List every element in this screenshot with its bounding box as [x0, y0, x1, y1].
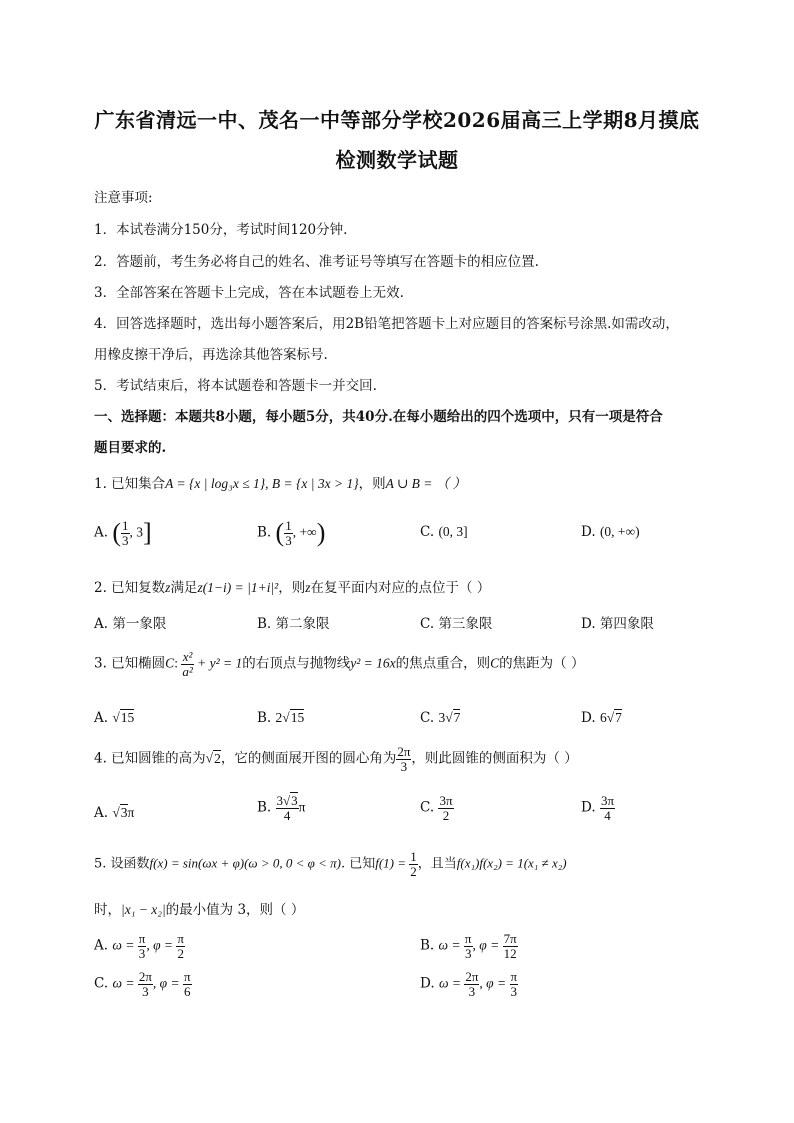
q3-option-a: A. √15 [94, 710, 135, 726]
section1-heading: 一、选择题：本题共8小题，每小题5分，共40分.在每小题给出的四个选项中，只有一项是符合 [94, 409, 663, 425]
question-5-cont: 时，|x₁ − x₂|的最小值为 3，则（ ） [94, 902, 305, 918]
notice-item-5: 5．考试结束后，将本试题卷和答题卡一并交回. [94, 378, 377, 394]
q2-option-a: A. 第一象限 [94, 616, 167, 632]
notice-item-4: 4．回答选择题时，选出每小题答案后，用2B铅笔把答题卡上对应题目的答案标号涂黑.如需改动， [94, 316, 679, 332]
q5-option-a: A. ω = $\frac{\pi}{3}$ , φ = $\frac{\pi}{2}$ [94, 931, 184, 961]
question-4: 4. 已知圆锥的高为√2，它的侧面展开图的圆心角为 $\frac{2\pi}{3}$ ，则此圆锥的侧面积为（ ） [94, 744, 578, 774]
q5-option-d: D. ω = $\frac{2\pi}{3}$ , φ = $\frac{\pi}{3}$ [420, 969, 518, 999]
q1-option-b: B. ( $\frac{1}{3}$ , +∞) [257, 517, 326, 548]
q1-tail: A ∪ B = （ ） [385, 476, 467, 491]
exam-title-line1: 广东省清远一中、茂名一中等部分学校2026届高三上学期8月摸底 [94, 108, 700, 132]
q5-option-c: C. ω = $\frac{2\pi}{3}$ , φ = $\frac{\pi}{6}$ [94, 969, 191, 999]
q3-option-b: B. 2√15 [257, 710, 305, 726]
q1-option-a: A. ( $\frac{1}{3}$ , 3] [94, 517, 152, 548]
question-5: 5. 设函数f(x) = sin(ωx + φ)(ω > 0, 0 < φ < π). 已知f(1) = $\frac{1}{2}$ ，且当f(x₁)f(x₂) = 1(x₁ ≠ x₂) [94, 849, 567, 879]
q3-option-d: D. 6√7 [581, 710, 622, 726]
notice-heading: 注意事项: [94, 190, 153, 206]
q4-option-a: A. √3π [94, 805, 135, 821]
q1-suffix: ，则 [358, 476, 386, 492]
q2-option-b: B. 第二象限 [257, 616, 330, 632]
exam-title-line2: 检测数学试题 [335, 148, 459, 172]
question-2: 2. 已知复数z满足z(1−i) = |1+i|²，则z在复平面内对应的点位于（ ） [94, 580, 491, 596]
q2-option-c: C. 第三象限 [420, 616, 493, 632]
notice-item-3: 3．全部答案在答题卡上完成，答在本试题卷上无效. [94, 285, 404, 301]
question-3: 3. 已知椭圆C: $\frac{\text{x²}}{\text{a²}}$ + y² = 1的右顶点与抛物线y² = 16x的焦点重合，则C的焦距为（ ） [94, 649, 585, 679]
notice-item-2: 2．答题前，考生务必将自己的姓名、准考证号等填写在答题卡的相应位置. [94, 254, 539, 270]
q4-option-b: B. $\frac{3√3}{4}$ π [257, 793, 306, 823]
q5-option-b: B. ω = $\frac{\pi}{3}$ , φ = $\frac{7\pi}{12}$ [420, 931, 517, 961]
notice-item-4-cont: 用橡皮擦干净后，再选涂其他答案标号. [94, 347, 328, 363]
notice-item-1: 1．本试卷满分150分，考试时间120分钟. [94, 222, 348, 238]
q2-option-d: D. 第四象限 [581, 616, 654, 632]
q1-sets: A = {x | log₃x ≤ 1}, B = {x | 3x > 1} [165, 476, 359, 491]
q1-option-c: C. (0, 3] [420, 524, 468, 540]
q1-option-d: D. (0, +∞) [581, 524, 640, 540]
q4-option-c: C. $\frac{3\pi}{2}$ [420, 793, 453, 823]
question-1 [94, 472, 466, 492]
section1-heading-cont: 题目要求的. [94, 440, 167, 456]
q1-prefix: 1. 已知集合 [94, 476, 166, 492]
q3-option-c: C. 3√7 [420, 710, 461, 726]
q4-option-d: D. $\frac{3\pi}{4}$ [581, 793, 615, 823]
